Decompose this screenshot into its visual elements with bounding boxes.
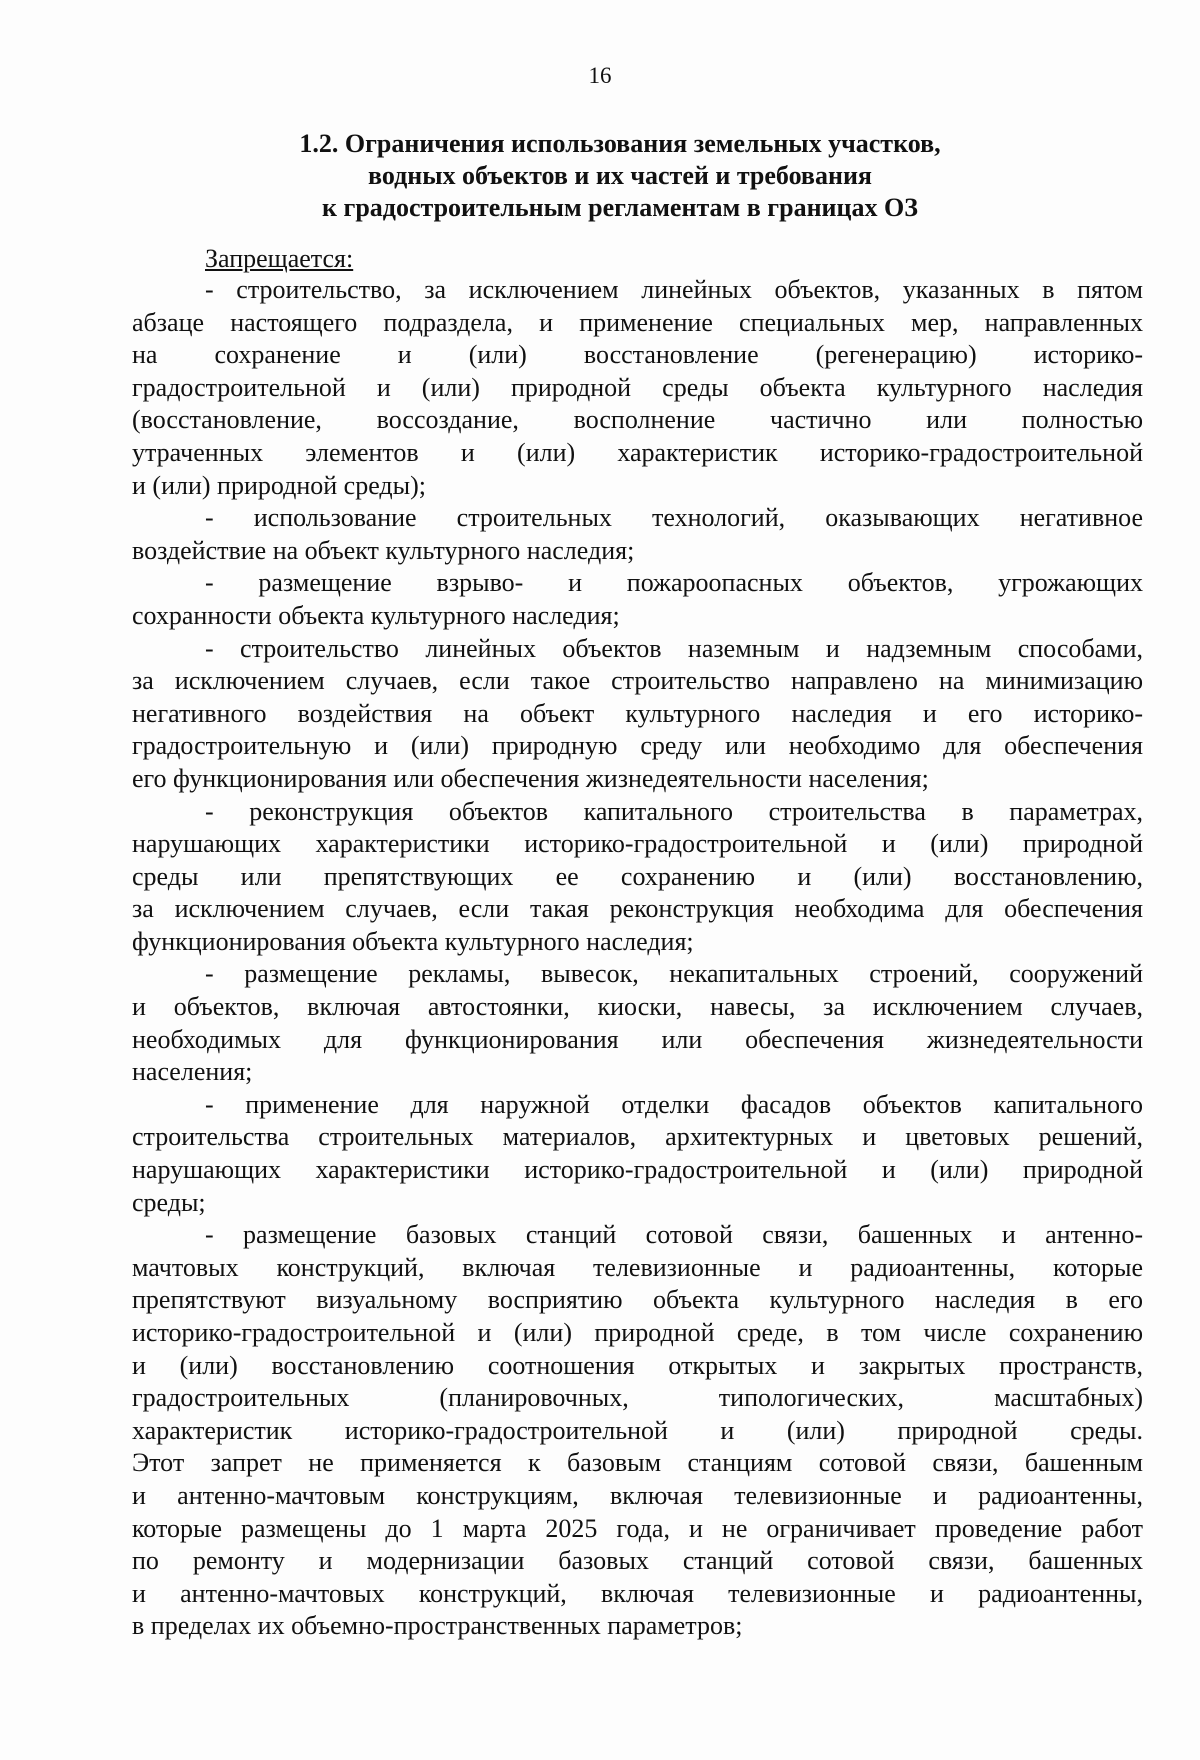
text-line: утраченных элементов и (или) характеристик историко-градостроительной: [132, 437, 1143, 467]
heading-line: водных объектов и их частей и требования: [367, 161, 872, 190]
text-line: - строительство, за исключением линейных объектов, указанных в пятом: [205, 275, 1143, 304]
text-line: за исключением случаев, если такое строительство направлено на минимизацию: [132, 666, 1143, 696]
text-line: и объектов, включая автостоянки, киоски, навесы, за исключением случаев,: [132, 992, 1143, 1022]
text-line: препятствуют визуальному восприятию объекта культурного наследия в его: [132, 1285, 1143, 1315]
text-line: Этот запрет не применяется к базовым станциям сотовой связи, башенным: [132, 1448, 1143, 1478]
text-line: (восстановление, воссоздание, восполнение частично или полностью: [132, 405, 1143, 435]
text-line: градостроительной и (или) природной среды объекта культурного наследия: [132, 372, 1143, 402]
text-line: мачтовых конструкций, включая телевизионные и радиоантенны, которые: [132, 1252, 1143, 1282]
text-line: негативного воздействия на объект культурного наследия и его историко-: [132, 698, 1143, 728]
text-line: - строительство линейных объектов наземным и надземным способами,: [205, 633, 1143, 663]
heading-line: к градостроительным регламентам в границах ОЗ: [322, 193, 918, 222]
text-line: функционирования объекта культурного наследия;: [132, 926, 694, 956]
text-line: строительства строительных материалов, архитектурных и цветовых решений,: [132, 1122, 1143, 1152]
text-line: и (или) природной среды);: [132, 470, 426, 500]
intro-label: Запрещается:: [205, 244, 354, 273]
text-line: его функционирования или обеспечения жизнедеятельности населения;: [132, 763, 929, 793]
text-line: нарушающих характеристики историко-градостроительной и (или) природной: [132, 1155, 1143, 1185]
text-line: среды или препятствующих ее сохранению и (или) восстановлению,: [132, 861, 1143, 891]
text-line: - размещение взрыво- и пожароопасных объектов, угрожающих: [205, 568, 1143, 598]
text-line: населения;: [132, 1057, 253, 1087]
text-line: - использование строительных технологий, оказывающих негативное: [205, 503, 1143, 533]
text-line: абзаце настоящего подраздела, и применение специальных мер, направленных: [132, 307, 1143, 337]
text-line: - размещение рекламы, вывесок, некапитальных строений, сооружений: [205, 959, 1143, 989]
text-line: в пределах их объемно-пространственных параметров;: [132, 1611, 743, 1641]
section-heading: [130, 128, 1110, 224]
text-line: на сохранение и (или) восстановление (регенерацию) историко-: [132, 340, 1143, 370]
text-line: и антенно-мачтовых конструкций, включая телевизионные и радиоантенны,: [132, 1578, 1143, 1608]
text-line: - размещение базовых станций сотовой связи, башенных и антенно-: [205, 1220, 1143, 1250]
text-line: необходимых для функционирования или обеспечения жизнедеятельности: [132, 1024, 1143, 1054]
text-line: историко-градостроительной и (или) природной среде, в том числе сохранению: [132, 1318, 1143, 1347]
text-line: по ремонту и модернизации базовых станций сотовой связи, башенных: [132, 1546, 1143, 1576]
text-line: и антенно-мачтовым конструкциям, включая телевизионные и радиоантенны,: [132, 1480, 1143, 1510]
text-line: воздействие на объект культурного наследия;: [132, 535, 635, 565]
text-line: сохранности объекта культурного наследия;: [132, 600, 620, 630]
text-line: которые размещены до 1 марта 2025 года, и не ограничивает проведение работ: [132, 1513, 1143, 1543]
text-line: нарушающих характеристики историко-градостроительной и (или) природной: [132, 829, 1143, 859]
text-line: характеристик историко-градостроительной и (или) природной среды.: [132, 1415, 1143, 1445]
text-line: градостроительных (планировочных, типологических, масштабных): [132, 1383, 1143, 1413]
text-line: и (или) восстановлению соотношения открытых и закрытых пространств,: [132, 1350, 1143, 1380]
text-line: - реконструкция объектов капитального строительства в параметрах,: [205, 796, 1143, 826]
heading-line: 1.2. Ограничения использования земельных участков,: [299, 129, 941, 158]
text-line: среды;: [132, 1187, 206, 1217]
text-line: за исключением случаев, если такая реконструкция необходима для обеспечения: [132, 894, 1143, 924]
text-line: - применение для наружной отделки фасадов объектов капитального: [205, 1089, 1143, 1119]
text-line: градостроительную и (или) природную среду или необходимо для обеспечения: [132, 731, 1143, 761]
page-number: 16: [588, 63, 612, 88]
body-text: [132, 274, 1143, 1643]
